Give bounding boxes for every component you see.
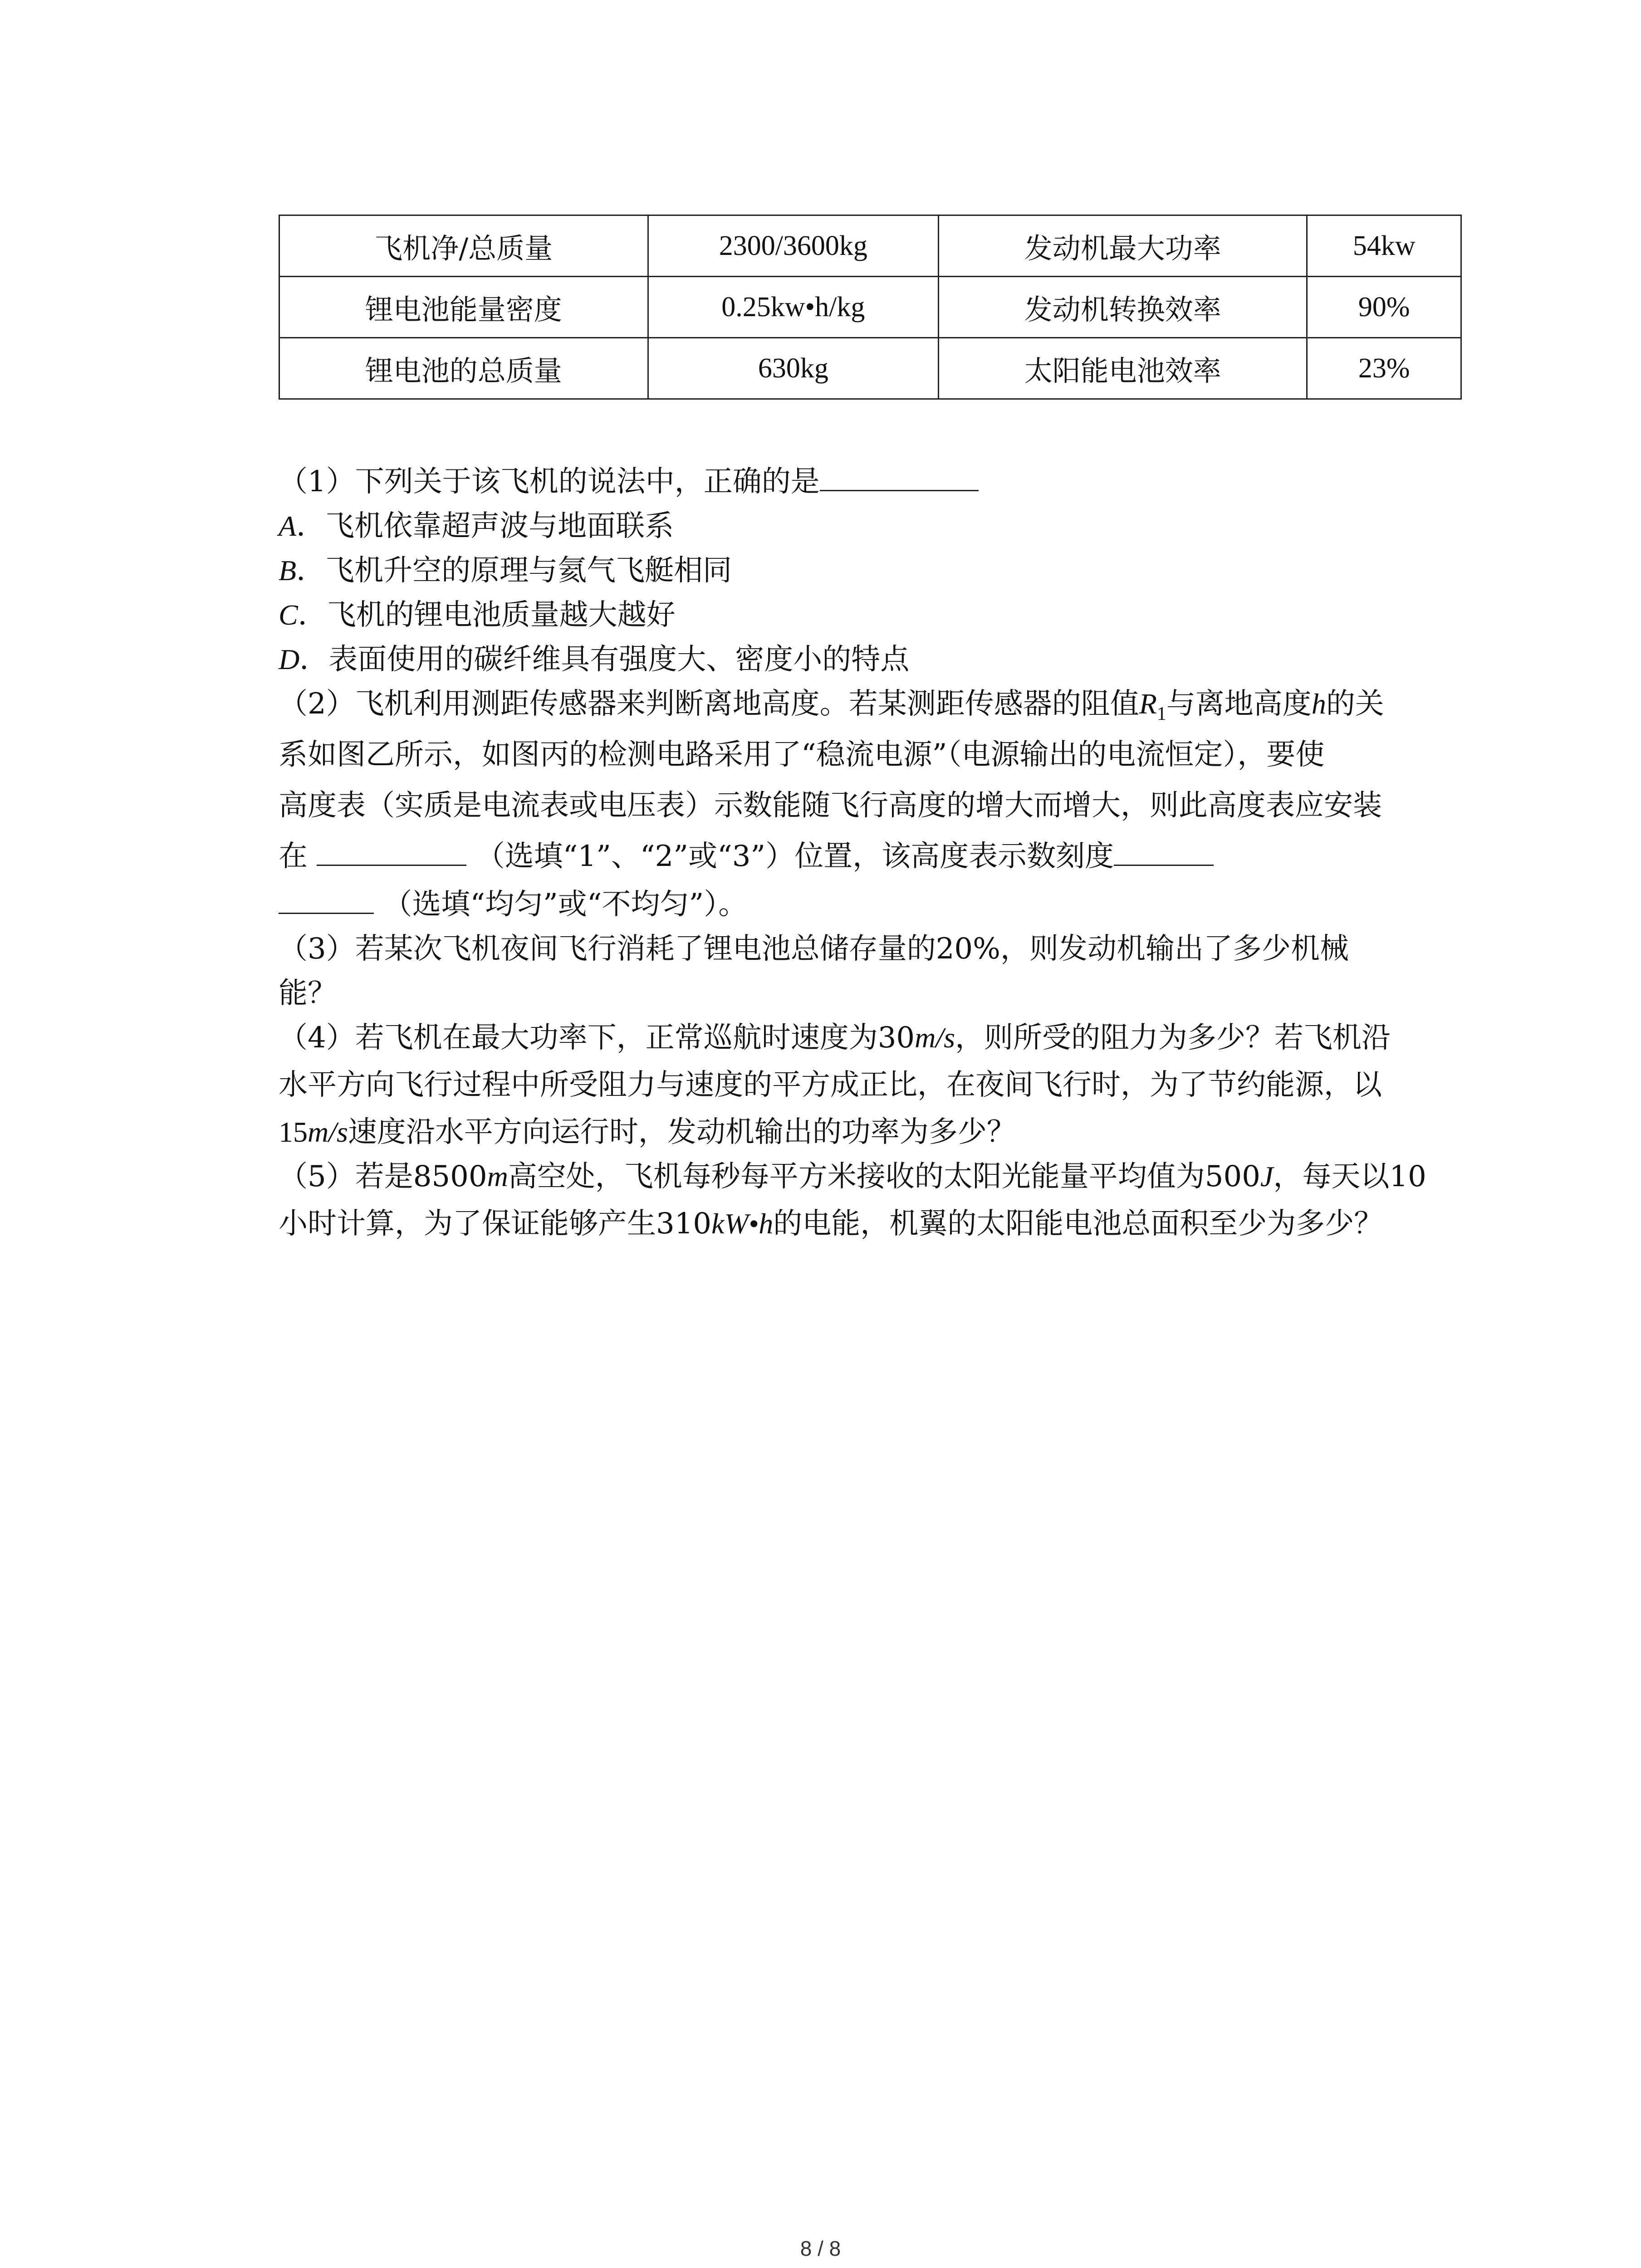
unit-span: m (487, 1160, 508, 1193)
spec-table (279, 215, 1462, 400)
text-span: 在 (279, 840, 308, 873)
text-span: ，则所受的阻力为多少？若飞机沿 (955, 1021, 1391, 1055)
text-span: 与离地高度 (1166, 687, 1312, 721)
text-span: （选填“1”、“2”或“3”）位置，该高度表示数刻度 (475, 840, 1114, 873)
text-span: （2）飞机利用测距传感器来判断离地高度。若某测距传感器的阻值 (279, 687, 1139, 721)
table-cell: 2300/3600kg (648, 215, 939, 277)
question-2-line-4 (279, 833, 1214, 875)
option-a (279, 503, 674, 544)
text-span: （5）若是8500 (279, 1160, 487, 1193)
option-letter: B (279, 554, 297, 587)
option-letter: D (279, 643, 300, 675)
option-text: ．表面使用的碳纤维具有强度大、密度小的特点 (299, 643, 910, 676)
page-number: 8 / 8 (800, 2237, 841, 2260)
question-2-line-2: 系如图乙所示，如图丙的检测电路采用了“稳流电源”（电源输出的电流恒定），要使 (279, 738, 1325, 772)
table-cell: 90% (1307, 277, 1461, 338)
symbol-r: R (1139, 688, 1157, 720)
table-cell: 0.25kw•h/kg (648, 277, 939, 338)
table-row (279, 277, 1461, 338)
text-span: 的关 (1326, 687, 1384, 721)
table-cell: 23% (1307, 338, 1461, 399)
question-4-line-2: 水平方向飞行过程中所受阻力与速度的平方成正比，在夜间飞行时，为了节约能源，以 (279, 1068, 1382, 1102)
table-cell: 锂电池的总质量 (279, 338, 648, 399)
option-b (279, 547, 732, 589)
question-1-text: （1）下列关于该飞机的说法中，正确的是 (279, 465, 820, 499)
answer-blank (317, 837, 466, 866)
unit-span: m/s (308, 1116, 348, 1148)
question-5-line-2 (279, 1200, 1383, 1242)
text-span: 速度沿水平方向运行时，发动机输出的功率为多少？ (348, 1115, 1016, 1149)
unit-span: kW•h (711, 1207, 774, 1240)
question-4-line-1 (279, 1014, 1391, 1056)
text-span: （4）若飞机在最大功率下，正常巡航时速度为30 (279, 1021, 915, 1055)
table-cell: 发动机转换效率 (939, 277, 1307, 338)
question-2-line-1 (279, 680, 1384, 725)
option-letter: A (279, 510, 297, 542)
table-cell: 锂电池能量密度 (279, 277, 648, 338)
symbol-h: h (1311, 688, 1326, 720)
table-cell: 发动机最大功率 (939, 215, 1307, 277)
question-2-line-5 (279, 881, 747, 923)
option-c (279, 591, 676, 633)
text-span: 高空处，飞机每秒每平方米接收的太阳光能量平均值为500 (508, 1160, 1260, 1193)
text-span: 的电能，机翼的太阳能电池总面积至少为多少？ (773, 1207, 1383, 1241)
question-3-line-2: 能？ (279, 977, 337, 1010)
question-2-line-3: 高度表（实质是电流表或电压表）示数能随飞行高度的增大而增大，则此高度表应安装 (279, 789, 1382, 822)
text-span: 小时计算，为了保证能够产生310 (279, 1207, 712, 1241)
table-cell: 飞机净/总质量 (279, 215, 648, 277)
question-4-line-3 (279, 1109, 1016, 1150)
answer-blank (1114, 837, 1214, 866)
question-5-line-1 (279, 1153, 1426, 1195)
question-1-stem (279, 458, 979, 500)
option-text: ．飞机升空的原理与氦气飞艇相同 (296, 554, 732, 587)
option-d (279, 636, 909, 678)
table-cell: 太阳能电池效率 (939, 338, 1307, 399)
text-span: ，每天以10 (1273, 1160, 1426, 1193)
text-span: （选填“均匀”或“不均匀”）。 (383, 888, 748, 921)
text-span: 15 (279, 1116, 308, 1148)
answer-blank (279, 885, 374, 914)
table-row (279, 338, 1461, 399)
table-cell: 630kg (648, 338, 939, 399)
option-letter: C (279, 599, 298, 631)
symbol-subscript: 1 (1156, 703, 1166, 724)
option-text: ．飞机的锂电池质量越大越好 (298, 598, 676, 632)
question-3-line-1: （3）若某次飞机夜间飞行消耗了锂电池总储存量的20%，则发动机输出了多少机械 (279, 932, 1349, 966)
answer-blank (820, 463, 979, 491)
unit-span: J (1260, 1160, 1274, 1193)
option-text: ．飞机依靠超声波与地面联系 (296, 509, 674, 543)
table-row (279, 215, 1461, 277)
unit-span: m/s (915, 1022, 955, 1054)
table-cell: 54kw (1307, 215, 1461, 277)
